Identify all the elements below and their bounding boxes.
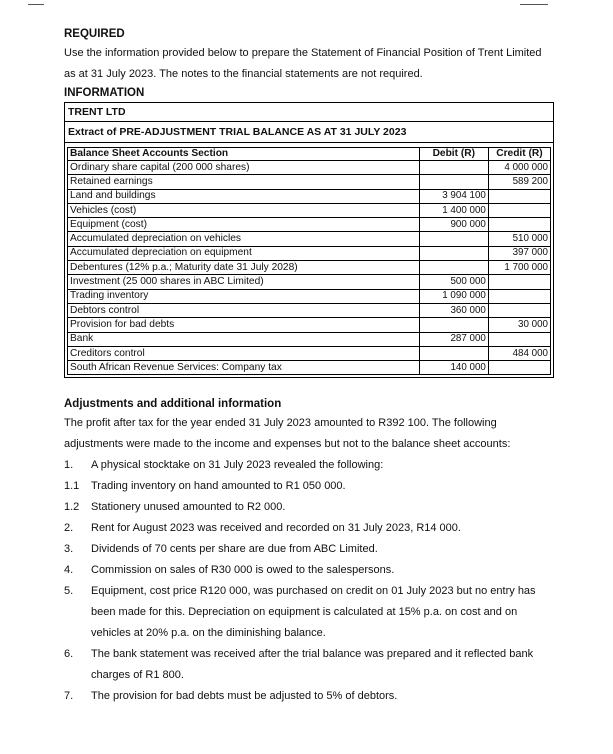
information-heading: INFORMATION: [64, 87, 145, 99]
table-row: [68, 318, 551, 332]
cell-debit: [419, 318, 488, 332]
table-row: [68, 346, 551, 360]
document-content: [64, 28, 554, 707]
company-name: TRENT LTD: [65, 103, 553, 122]
cell-credit: [488, 218, 550, 232]
list-item: [64, 476, 554, 497]
cell-account: Accumulated depreciation on vehicles: [68, 232, 420, 246]
page-edge-mark-right: [520, 0, 548, 5]
cell-account: Trading inventory: [68, 289, 420, 303]
cell-debit: 360 000: [419, 303, 488, 317]
list-item: [64, 497, 554, 518]
cell-debit: [419, 161, 488, 175]
list-item: [64, 644, 554, 686]
cell-account: Equipment (cost): [68, 218, 420, 232]
cell-account: Vehicles (cost): [68, 203, 420, 217]
cell-debit: [419, 261, 488, 275]
cell-account: Bank: [68, 332, 420, 346]
cell-credit: [488, 289, 550, 303]
page-edge-mark-left: [28, 0, 44, 5]
list-item-marker: 1.2: [64, 501, 80, 514]
adjustments-list: [64, 455, 554, 707]
required-text: Use the information provided below to prepare the Statement of Financial Position of Trent Limited as at 31 July 2023. The notes to the financial statements are not required.: [64, 47, 542, 80]
cell-debit: 900 000: [419, 218, 488, 232]
cell-credit: [488, 189, 550, 203]
cell-credit: 589 200: [488, 175, 550, 189]
cell-credit: 30 000: [488, 318, 550, 332]
adjustments-intro: The profit after tax for the year ended 31 July 2023 amounted to R392 100. The following adjustments were made to the income and expenses but not to the balance sheet accounts:: [64, 417, 511, 451]
list-item-text: The provision for bad debts must be adjusted to 5% of debtors.: [91, 690, 398, 703]
cell-credit: 484 000: [488, 346, 550, 360]
cell-account: Debtors control: [68, 303, 420, 317]
cell-credit: [488, 361, 550, 375]
cell-debit: [419, 232, 488, 246]
cell-debit: [419, 175, 488, 189]
list-item-text: Stationery unused amounted to R2 000.: [91, 501, 286, 514]
cell-debit: 1 090 000: [419, 289, 488, 303]
list-item-marker: 4.: [64, 564, 74, 577]
trial-balance-body: [68, 161, 551, 375]
table-row: [68, 261, 551, 275]
header-account: Balance Sheet Accounts Section: [68, 148, 420, 161]
list-item-marker: 2.: [64, 522, 74, 535]
list-item: [64, 518, 554, 539]
table-row: [68, 275, 551, 289]
cell-credit: 4 000 000: [488, 161, 550, 175]
header-debit: Debit (R): [419, 148, 488, 161]
list-item-marker: 5.: [64, 585, 74, 598]
cell-debit: 3 904 100: [419, 189, 488, 203]
list-item-text: Equipment, cost price R120 000, was purchased on credit on 01 July 2023 but no entry has been made for this. Depreciation on equipment is calculated at 15% p.a. on cost and on vehicles at 20% p.a. on the diminishing balance.: [91, 585, 536, 640]
cell-debit: 1 400 000: [419, 203, 488, 217]
cell-account: South African Revenue Services: Company tax: [68, 361, 420, 375]
table-row: [68, 189, 551, 203]
list-item-marker: 1.: [64, 459, 74, 472]
cell-credit: [488, 332, 550, 346]
list-item-text: The bank statement was received after the trial balance was prepared and it reflected bank charges of R1 800.: [91, 648, 534, 682]
list-item-text: Rent for August 2023 was received and recorded on 31 July 2023, R14 000.: [91, 522, 461, 535]
cell-credit: 510 000: [488, 232, 550, 246]
cell-account: Land and buildings: [68, 189, 420, 203]
cell-debit: 140 000: [419, 361, 488, 375]
cell-account: Provision for bad debts: [68, 318, 420, 332]
cell-credit: 1 700 000: [488, 261, 550, 275]
trial-balance-frame: [64, 102, 554, 378]
list-item-marker: 1.1: [64, 480, 80, 493]
list-item: [64, 539, 554, 560]
list-item-marker: 7.: [64, 690, 74, 703]
table-row: [68, 332, 551, 346]
cell-account: Retained earnings: [68, 175, 420, 189]
table-row: [68, 232, 551, 246]
table-row: [68, 246, 551, 260]
cell-credit: [488, 203, 550, 217]
table-row: [68, 203, 551, 217]
list-item-marker: 6.: [64, 648, 74, 661]
cell-account: Ordinary share capital (200 000 shares): [68, 161, 420, 175]
cell-account: Creditors control: [68, 346, 420, 360]
cell-debit: 287 000: [419, 332, 488, 346]
header-credit: Credit (R): [488, 148, 550, 161]
trial-balance-title: Extract of PRE-ADJUSTMENT TRIAL BALANCE AS AT 31 JULY 2023: [65, 122, 553, 143]
list-item-text: Commission on sales of R30 000 is owed to the salespersons.: [91, 564, 395, 577]
adjustments-heading: Adjustments and additional information: [64, 398, 282, 411]
table-header-row: [68, 148, 551, 161]
table-row: [68, 361, 551, 375]
list-item-text: Trading inventory on hand amounted to R1 050 000.: [91, 480, 346, 493]
list-item: [64, 455, 554, 476]
table-row: [68, 303, 551, 317]
cell-account: Investment (25 000 shares in ABC Limited): [68, 275, 420, 289]
cell-debit: [419, 246, 488, 260]
table-row: [68, 289, 551, 303]
list-item-marker: 3.: [64, 543, 74, 556]
cell-debit: 500 000: [419, 275, 488, 289]
table-row: [68, 161, 551, 175]
list-item: [64, 581, 554, 644]
cell-account: Accumulated depreciation on equipment: [68, 246, 420, 260]
previous-page-edge: [0, 0, 613, 6]
cell-credit: [488, 275, 550, 289]
table-row: [68, 175, 551, 189]
list-item-text: Dividends of 70 cents per share are due from ABC Limited.: [91, 543, 378, 556]
cell-account: Debentures (12% p.a.; Maturity date 31 July 2028): [68, 261, 420, 275]
trial-balance-wrapper: [65, 143, 553, 377]
cell-credit: [488, 303, 550, 317]
cell-credit: 397 000: [488, 246, 550, 260]
trial-balance-table: [67, 147, 551, 375]
table-row: [68, 218, 551, 232]
list-item: [64, 686, 554, 707]
list-item: [64, 560, 554, 581]
cell-debit: [419, 346, 488, 360]
required-heading: REQUIRED: [64, 28, 125, 40]
list-item-text: A physical stocktake on 31 July 2023 revealed the following:: [91, 459, 384, 472]
